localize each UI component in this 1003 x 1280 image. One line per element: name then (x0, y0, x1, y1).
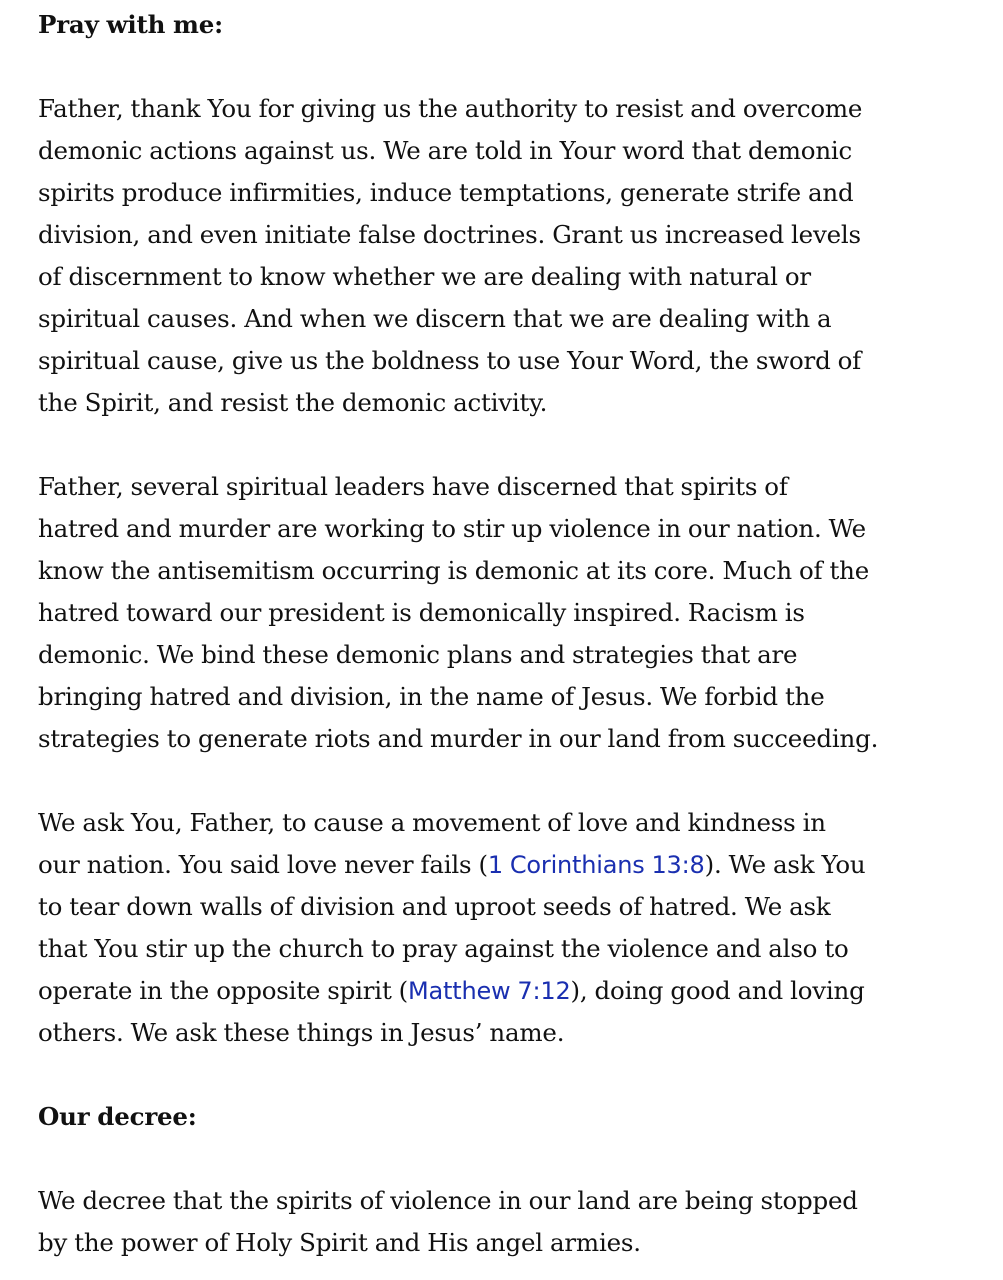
text-line: division, and even initiate false doctrines. Grant us increased levels (38, 220, 861, 249)
spacer (38, 760, 983, 802)
text-line: of discernment to know whether we are dealing with natural or (38, 262, 811, 291)
text-line: to tear down walls of division and uproot seeds of hatred. We ask (38, 892, 831, 921)
text-line (38, 970, 983, 1012)
prayer-paragraph-2 (38, 466, 983, 760)
text-fragment: ). We ask You (704, 850, 866, 879)
text-line: hatred and murder are working to stir up violence in our nation. We (38, 514, 866, 543)
prayer-paragraph-1 (38, 88, 983, 424)
prayer-paragraph-3 (38, 802, 983, 1054)
text-line: that You stir up the church to pray against the violence and also to (38, 934, 849, 963)
text-line: the Spirit, and resist the demonic activity. (38, 388, 548, 417)
spacer (38, 1138, 983, 1180)
scripture-link-matthew[interactable]: Matthew 7:12 (408, 977, 571, 1005)
spacer (38, 424, 983, 466)
text-line: spiritual cause, give us the boldness to use Your Word, the sword of (38, 346, 862, 375)
text-line: Father, thank You for giving us the authority to resist and overcome (38, 94, 863, 123)
text-line: Father, several spiritual leaders have discerned that spirits of (38, 472, 788, 501)
spacer (38, 1054, 983, 1096)
text-line: We decree that the spirits of violence in our land are being stopped (38, 1186, 858, 1215)
decree-paragraph (38, 1180, 983, 1264)
spacer (38, 46, 983, 88)
text-line: hatred toward our president is demonically inspired. Racism is (38, 598, 805, 627)
our-decree-heading: Our decree: (38, 1102, 197, 1131)
text-line: demonic. We bind these demonic plans and strategies that are (38, 640, 798, 669)
text-fragment: our nation. You said love never fails ( (38, 850, 488, 879)
scripture-link-1-corinthians[interactable]: 1 Corinthians 13:8 (487, 851, 705, 879)
text-fragment: ), doing good and loving (570, 976, 865, 1005)
text-line: strategies to generate riots and murder in our land from succeeding. (38, 724, 879, 753)
text-line (38, 844, 983, 886)
text-line: spiritual causes. And when we discern that we are dealing with a (38, 304, 832, 333)
text-line: others. We ask these things in Jesus’ name. (38, 1018, 565, 1047)
text-line: spirits produce infirmities, induce temptations, generate strife and (38, 178, 854, 207)
pray-with-me-heading: Pray with me: (38, 10, 223, 39)
text-line: We ask You, Father, to cause a movement of love and kindness in (38, 808, 826, 837)
text-line: know the antisemitism occurring is demonic at its core. Much of the (38, 556, 870, 585)
text-line: demonic actions against us. We are told in Your word that demonic (38, 136, 853, 165)
text-line: by the power of Holy Spirit and His angel armies. (38, 1228, 641, 1257)
text-fragment: operate in the opposite spirit ( (38, 976, 409, 1005)
devotional-page (38, 0, 983, 1264)
text-line: bringing hatred and division, in the name of Jesus. We forbid the (38, 682, 825, 711)
